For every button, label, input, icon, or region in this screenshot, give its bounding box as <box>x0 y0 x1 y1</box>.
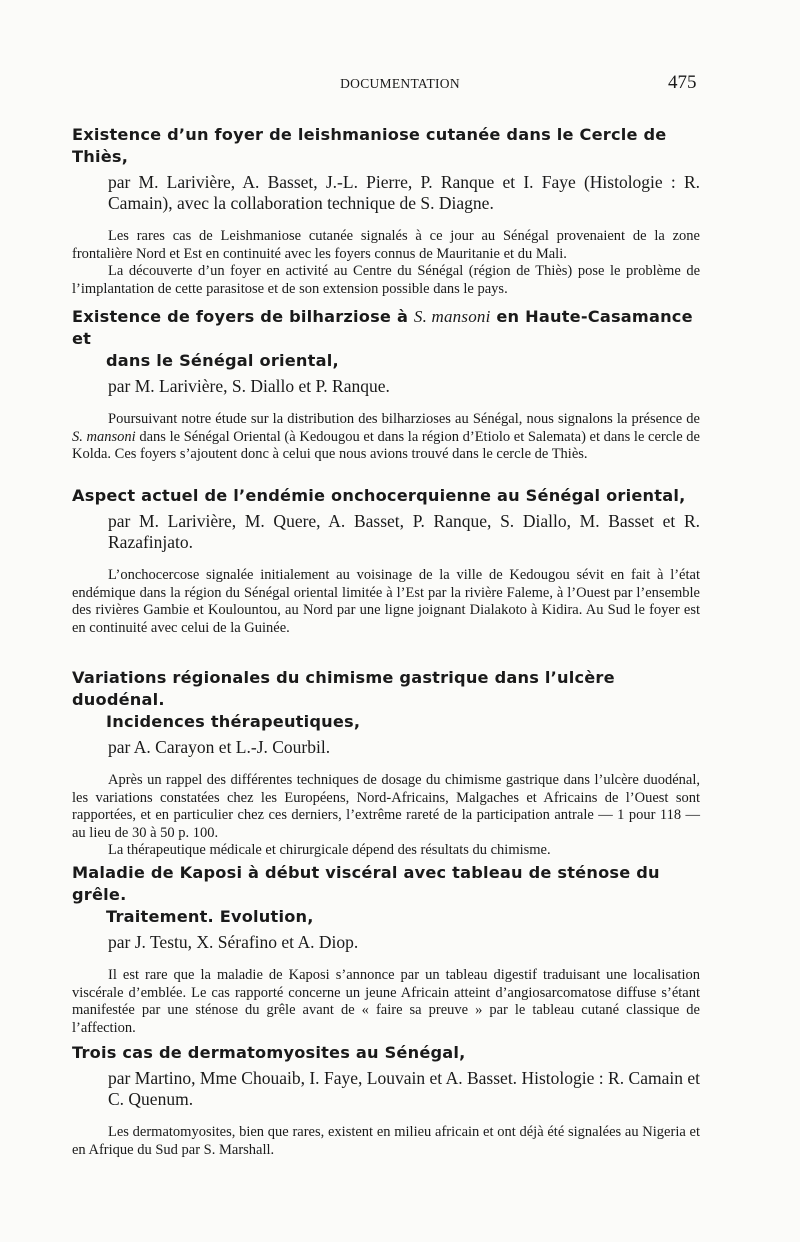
article-authors: par M. Larivière, A. Basset, J.-L. Pierre, P. Ranque et I. Faye (Histologie : R. Camain), avec la collaboration technique de S. Diagne. <box>108 172 700 213</box>
article-bilharziose <box>72 306 700 464</box>
article-title <box>72 667 700 733</box>
title-text: en Haute-Casamance et <box>72 307 693 348</box>
title-continuation: Traitement. Evolution, <box>106 907 314 926</box>
species-name: S. mansoni <box>72 428 136 445</box>
article-leishmaniose <box>72 124 700 298</box>
article-authors: par Martino, Mme Chouaib, I. Faye, Louvain et A. Basset. Histologie : R. Camain et C. Quenum. <box>108 1068 700 1109</box>
article-title: Trois cas de dermatomyosites au Sénégal, <box>72 1043 466 1062</box>
article-chimisme-gastrique <box>72 667 700 860</box>
article-title <box>72 306 700 372</box>
title-continuation: dans le Sénégal oriental, <box>106 351 339 370</box>
article-abstract <box>72 967 700 1037</box>
abstract-paragraph: La découverte d’un foyer en activité au Centre du Sénégal (région de Thiès) pose le problème de l’implantation de cette parasitose et de son extension possible dans le pays. <box>72 263 700 297</box>
article-authors: par M. Larivière, M. Quere, A. Basset, P. Ranque, S. Diallo, M. Basset et R. Razafinjato. <box>108 511 700 552</box>
article-authors: par A. Carayon et L.-J. Courbil. <box>108 737 331 757</box>
article-onchocercose <box>72 485 700 637</box>
abstract-paragraph: Il est rare que la maladie de Kaposi s’annonce par un tableau digestif traduisant une localisation viscérale d’emblée. Le cas rapporté concerne un jeune Africain atteint d’angiosarcomatose diffuse s’étant manifestée par une sténose du grêle avant de « faire sa preuve » par le tableau cutané classique de l’affection. <box>72 967 700 1036</box>
running-head: DOCUMENTATION <box>340 76 460 91</box>
article-authors: par J. Testu, X. Sérafino et A. Diop. <box>108 932 359 952</box>
abstract-paragraph: Les rares cas de Leishmaniose cutanée signalés à ce jour au Sénégal provenaient de la zone frontalière Nord et Est en continuité avec les foyers connus de Mauritanie et du Mali. <box>72 228 700 262</box>
abstract-paragraph: Les dermatomyosites, bien que rares, existent en milieu africain et ont déjà été signalées au Nigeria et en Afrique du Sud par S. Marshall. <box>72 1124 700 1158</box>
article-title: Aspect actuel de l’endémie onchocerquienne au Sénégal oriental, <box>72 486 686 505</box>
title-text: Existence de foyers de bilharziose à <box>72 307 414 326</box>
species-name: S. mansoni <box>413 307 491 326</box>
article-abstract <box>72 772 700 860</box>
title-text: Variations régionales du chimisme gastrique dans l’ulcère duodénal. <box>72 668 615 709</box>
page-number: 475 <box>668 72 697 93</box>
article-dermatomyosites <box>72 1042 700 1159</box>
abstract-paragraph: La thérapeutique médicale et chirurgicale dépend des résultats du chimisme. <box>108 842 551 858</box>
article-abstract <box>72 228 700 298</box>
article-abstract <box>72 1124 700 1159</box>
article-abstract <box>72 411 700 464</box>
article-title <box>72 862 700 928</box>
article-authors: par M. Larivière, S. Diallo et P. Ranque. <box>108 376 390 396</box>
abstract-paragraph <box>72 411 700 464</box>
abstract-paragraph: Après un rappel des différentes techniques de dosage du chimisme gastrique dans l’ulcère duodénal, les variations constatées chez les Européens, Nord-Africains, Malgaches et Africains de l’Ouest sont rapportées, et en particulier chez ces derniers, l’extrême rareté de la participation antrale — 1 pour 118 — au lieu de 30 à 50 p. 100. <box>72 772 700 841</box>
title-text: Maladie de Kaposi à début viscéral avec tableau de sténose du grêle. <box>72 863 660 904</box>
abstract-paragraph: L’onchocercose signalée initialement au voisinage de la ville de Kedougou sévit en fait à l’état endémique dans la région du Sénégal oriental limitée à l’Est par la rivière Faleme, à l’Ouest par l’ensemble des rivières Gambie et Koulountou, au Nord par une ligne joignant Dialakoto à Kidira. Au Sud le foyer est en continuité avec celui de la Guinée. <box>72 567 700 636</box>
article-kaposi <box>72 862 700 1037</box>
article-abstract <box>72 567 700 637</box>
abstract-text: Poursuivant notre étude sur la distribution des bilharzioses au Sénégal, nous signalons la présence de <box>108 411 700 427</box>
abstract-text: dans le Sénégal Oriental (à Kedougou et dans la région d’Etiolo et Salemata) et dans le cercle de Kolda. Ces foyers s’ajoutent donc à celui que nous avions trouvé dans le cercle de Thiès. <box>72 428 700 462</box>
article-title: Existence d’un foyer de leishmaniose cutanée dans le Cercle de Thiès, <box>72 125 667 166</box>
title-continuation: Incidences thérapeutiques, <box>106 712 361 731</box>
